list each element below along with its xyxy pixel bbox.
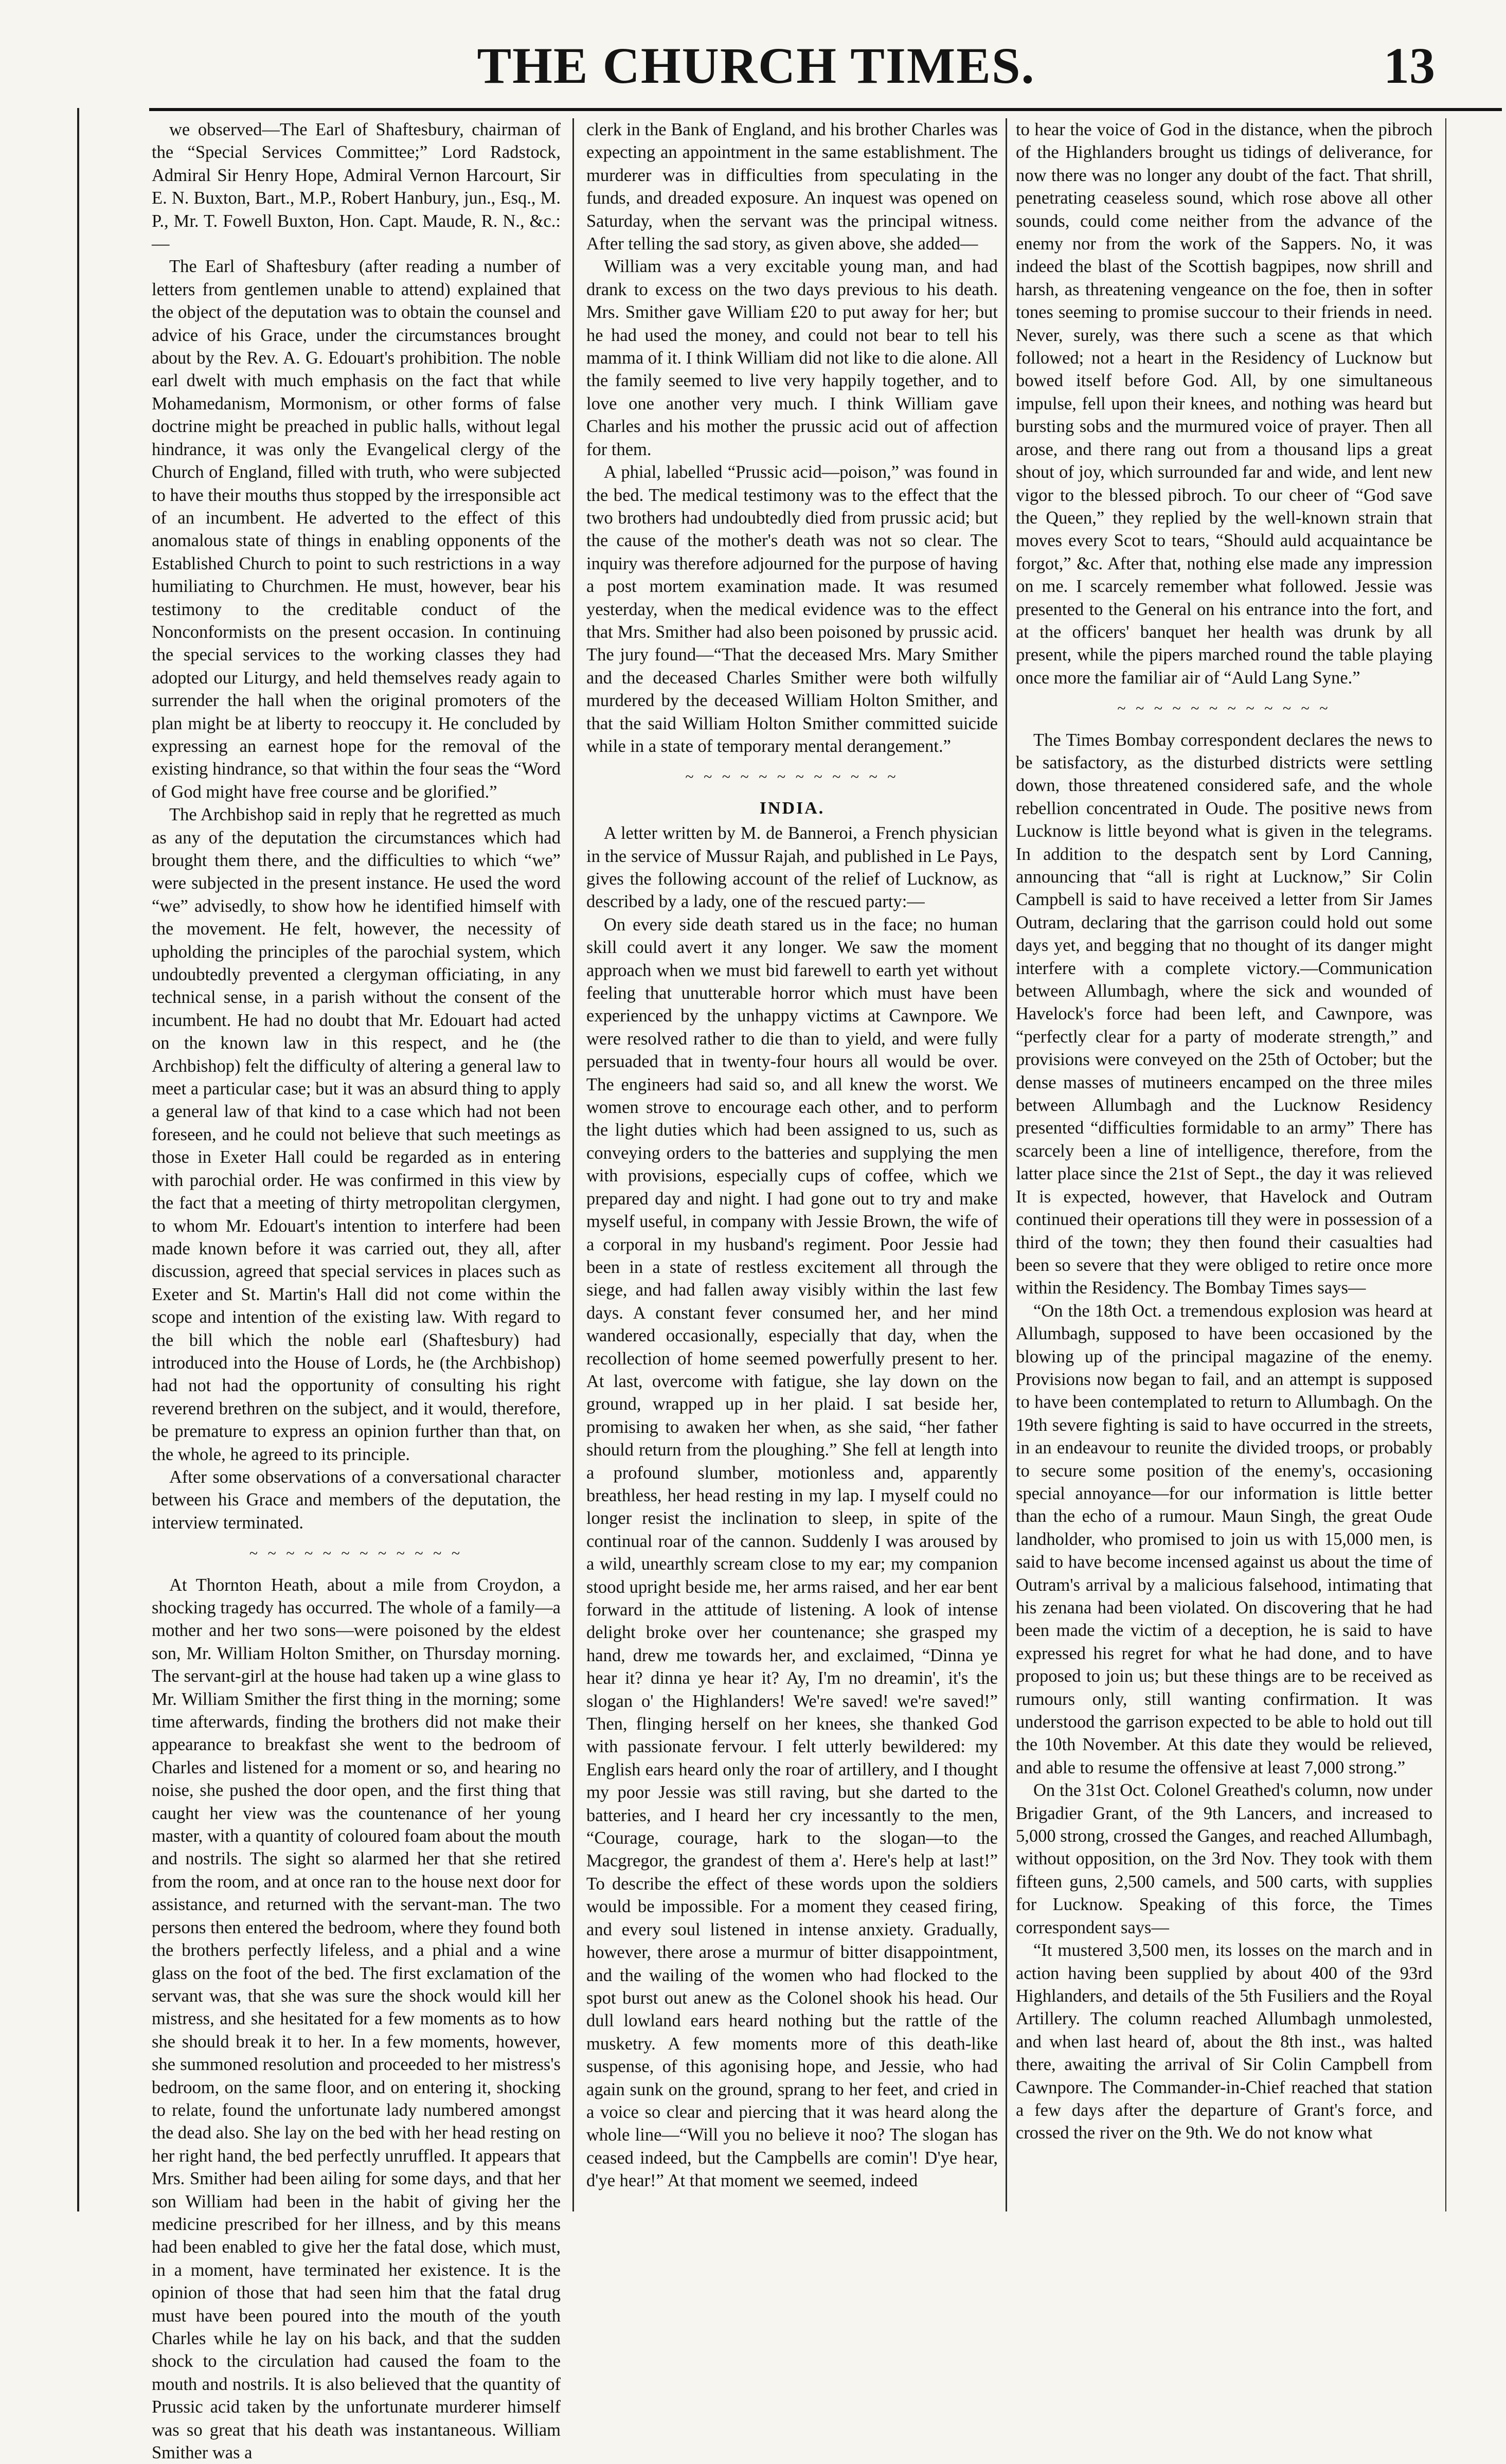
article-paragraph: A letter written by M. de Banneroi, a French physician in the service of Mussur Rajah, and published in Le Pays, gives the following account of the relief of Lucknow, as described by a lady, one of the rescued party:—: [586, 823, 998, 912]
column-2: [586, 118, 998, 2211]
masthead: [77, 31, 1435, 108]
masthead-rule: [149, 108, 1502, 111]
article-paragraph: “It mustered 3,500 men, its losses on the march and in action having been supplied by about 400 of the 93rd Highlanders, and details of the 5th Fusiliers and the Royal Artillery. The column reached Allumbagh unmolested, and when last heard of, about the 8th inst., was halted there, awaiting the arrival of Sir Colin Campbell from Cawnpore. The Commander-in-Chief reached that station a few days after the departure of Grant's force, and crossed the river on the 9th. We do not know what: [1016, 1940, 1432, 2143]
section-separator: ~ ~ ~ ~ ~ ~ ~ ~ ~ ~ ~ ~: [249, 1545, 463, 1562]
section-separator: ~ ~ ~ ~ ~ ~ ~ ~ ~ ~ ~ ~: [685, 768, 899, 786]
article-paragraph: The Times Bombay correspondent declares the news to be satisfactory, as the disturbed districts were settling down, those threatened considered safe, and the whole rebellion concentrated in Oude. The positive news from Lucknow is little beyond what is given in the telegrams. In addition to the despatch sent by Lord Canning, announcing that “all is right at Lucknow,” Sir Colin Campbell is said to have received a letter from Sir James Outram, declaring that the garrison could hold out some days yet, and begging that no thought of its danger might interfere with a complete victory.—Communication between Allumbagh, where the sick and wounded of Havelock's force had been left, and Cawnpore, was “perfectly clear for a party of moderate strength,” and provisions were conveyed on the 25th of October; but the dense masses of mutineers encamped on the three miles between Allumbagh and the Lucknow Residency presented “difficulties formidable to an army” There has scarcely been a line of intelligence, therefore, from the latter place since the 21st of Sept., the day it was relieved It is expected, however, that Havelock and Outram continued their operations till they were in possession of a third of the town; they then found their casualties had been so severe that they were obliged to retire once more within the Residency. The Bombay Times says—: [1016, 730, 1432, 1298]
article-paragraph: On every side death stared us in the face; no human skill could avert it any longer. We saw the moment approach when we must bid farewell to earth yet without feeling that unutterable horror which must have been experienced by the unhappy victims at Cawnpore. We were resolved rather to die than to yield, and were fully persuaded that in twenty-four hours all would be over. The engineers had said so, and all knew the worst. We women strove to encourage each other, and to perform the light duties which had been assigned to us, such as conveying orders to the batteries and supplying the men with provisions, especially cups of coffee, which we prepared day and night. I had gone out to try and make myself useful, in company with Jessie Brown, the wife of a corporal in my husband's regiment. Poor Jessie had been in a state of restless excitement all through the siege, and had fallen away visibly within the last few days. A constant fever consumed her, and her mind wandered occasionally, especially that day, when the recollection of home seemed powerfully present to her. At last, overcome with fatigue, she lay down on the ground, wrapped up in her plaid. I sat beside her, promising to awaken her when, as she said, “her father should return from the ploughing.” She fell at length into a profound slumber, motionless and, apparently breathless, her head resting in my lap. I myself could no longer resist the inclination to sleep, in spite of the continual roar of the cannon. Suddenly I was aroused by a wild, unearthly scream close to my ear; my companion stood upright beside me, her arms raised, and her ear bent forward in the attitude of listening. A look of intense delight broke over her countenance; she grasped my hand, drew me towards her, and exclaimed, “Dinna ye hear it? dinna ye hear it? Ay, I'm no dreamin', it's the slogan o' the Highlanders! We're saved! we're saved!” Then, flinging herself on her knees, she thanked God with passionate fervour. I felt utterly bewildered: my English ears heard only the roar of artillery, and I thought my poor Jessie was still raving, but she darted to the batteries, and I heard her cry incessantly to the men, “Courage, courage, hark to the slogan—to the Macgregor, the grandest of them a'. Here's help at last!” To describe the effect of these words upon the soldiers would be impossible. For a moment they ceased firing, and every soul listened in intense anxiety. Gradually, however, there arose a murmur of bitter disappointment, and the wailing of the women who had flocked to the spot burst out anew as the Colonel shook his head. Our dull lowland ears heard nothing but the rattle of the musketry. A few moments more of this death-like suspense, of this agonising hope, and Jessie, who had again sunk on the ground, sprang to her feet, and cried in a voice so clear and piercing that it was heard along the whole line—“Will you no believe it noo? The slogan has ceased indeed, but the Campbells are comin'! D'ye hear, d'ye hear!” At that moment we seemed, indeed: [586, 914, 998, 2191]
section-separator: ~ ~ ~ ~ ~ ~ ~ ~ ~ ~ ~ ~: [1117, 700, 1331, 717]
article-paragraph: clerk in the Bank of England, and his brother Charles was expecting an appointment in the same establishment. The murderer was in difficulties from speculating in the funds, and dreaded exposure. An inquest was opened on Saturday, when the servant was the principal witness. After telling the sad story, as given above, she added—: [586, 120, 998, 254]
page-number: 13: [1384, 37, 1435, 94]
left-margin-rule: [77, 108, 79, 2211]
article-paragraph: The Archbishop said in reply that he regretted as much as any of the deputation the circumstances which had brought them there, and the difficulties to which “we” were subjected in the present instance. He used the word “we” advisedly, to show how he identified himself with the movement. He felt, however, the necessity of upholding the principles of the parochial system, which undoubtedly prevented a clergyman officiating, in any technical sense, in a parish without the consent of the incumbent. He had no doubt that Mr. Edouart had acted on the known law in this respect, and he (the Archbishop) felt the difficulty of altering a general law to meet a particular case; but it was an absurd thing to apply a general law of that kind to a case which had not been foreseen, and he could not believe that such meetings as those in Exeter Hall could be regarded as in entering with parochial order. He was confirmed in this view by the fact that a meeting of thirty metropolitan clergymen, to whom Mr. Edouart's intention to interfere had been made known before it was carried out, they all, after discussion, agreed that special services in places such as Exeter and St. Martin's Hall did not come within the scope and intention of the existing law. With regard to the bill which the noble earl (Shaftesbury) had introduced into the House of Lords, he (the Archbishop) had not had the opportunity of consulting his right reverend brethren on the subject, and it would, therefore, be premature to express an opinion further than that, on the whole, he agreed to its principle.: [152, 805, 561, 1464]
article-paragraph: “On the 18th Oct. a tremendous explosion was heard at Allumbagh, supposed to have been occasioned by the blowing up of the principal magazine of the enemy. Provisions now began to fail, and an attempt is supposed to have been contemplated to return to Allumbagh. On the 19th severe fighting is said to have occurred in the streets, in an endeavour to reunite the divided troops, or probably to secure some position of the enemy's, occasioning special annoyance—for our information is little better than the echo of a rumour. Maun Singh, the great Oude landholder, who promised to join us with 15,000 men, is said to have become incensed against us about the time of Outram's arrival by a malicious falsehood, intimating that his zenana had been violated. On discovering that he had been made the victim of a deception, he is said to have expressed his regret for what he had done, and to have proposed to join us; but these things are to be received as rumours only, still wanting confirmation. It was understood the garrison expected to be able to hold out till the 10th November. At this date they would be relieved, and able to resume the offensive at least 7,000 strong.”: [1016, 1301, 1432, 1777]
article-paragraph: At Thornton Heath, about a mile from Croydon, a shocking tragedy has occurred. The whole of a family—a mother and her two sons—were poisoned by the eldest son, Mr. William Holton Smither, on Thursday morning. The servant-girl at the house had taken up a wine glass to Mr. William Smither the first thing in the morning; some time afterwards, finding the brothers did not make their appearance to breakfast she went to the bedroom of Charles and listened for a moment or so, and hearing no noise, she pushed the door open, and the first thing that caught her view was the countenance of her young master, with a quantity of coloured foam about the mouth and nostrils. The sight so alarmed her that she retired from the room, and at once ran to the house next door for assistance, and returned with the servant-man. The two persons then entered the bedroom, where they found both the brothers perfectly lifeless, and a phial and a wine glass on the foot of the bed. The first exclamation of the servant was, that she was sure the shock would kill her mistress, and she hesitated for a few moments as to how she should break it to her. In a few moments, however, she summoned resolution and proceeded to her mistress's bedroom, on the same floor, and on entering it, shocking to relate, found the unfortunate lady numbered amongst the dead also. She lay on the bed with her head resting on her right hand, the bed perfectly unruffled. It appears that Mrs. Smither had been ailing for some days, and that her son William had been in the habit of giving her the medicine prescribed for her illness, and by this means had been enabled to give her the fatal dose, which must, in a moment, have terminated her existence. It is the opinion of those that had seen him that the fatal drug must have been poured into the mouth of the youth Charles while he lay on his back, and that the sudden shock to the circulation had caused the foam to the mouth and nostrils. It is also believed that the quantity of Prussic acid taken by the unfortunate murderer himself was so great that his death was instantaneous. William Smither was a: [152, 1575, 561, 2463]
right-edge-rule: [1445, 118, 1446, 2211]
article-paragraph: After some observations of a conversational character between his Grace and members of the deputation, the interview terminated.: [152, 1467, 561, 1533]
column-3: [1016, 118, 1432, 2211]
newspaper-title: THE CHURCH TIMES.: [477, 37, 1035, 94]
column-1: [152, 118, 561, 2463]
section-heading: INDIA.: [759, 798, 825, 818]
article-paragraph: to hear the voice of God in the distance, when the pibroch of the Highlanders brought us tidings of deliverance, for now there was no longer any doubt of the fact. That shrill, penetrating ceaseless sound, which rose above all other sounds, could come neither from the advance of the enemy nor from the work of the Sappers. No, it was indeed the blast of the Scottish bagpipes, now shrill and harsh, as threatening vengeance on the foe, then in softer tones seeming to promise succour to their friends in need. Never, surely, was there such a scene as that which followed; not a heart in the Residency of Lucknow but bowed itself before God. All, by one simultaneous impulse, fell upon their knees, and nothing was heard but bursting sobs and the murmured voice of prayer. Then all arose, and there rang out from a thousand lips a great shout of joy, which surrounded far and wide, and lent new vigor to the blessed pibroch. To our cheer of “God save the Queen,” they replied by the well-known strain that moves every Scot to tears, “Should auld acquaintance be forgot,” &c. After that, nothing else made any impression on me. I scarcely remember what followed. Jessie was presented to the General on his entrance into the fort, and at the officers' banquet her health was drunk by all present, while the pipers marched round the table playing once more the familiar air of “Auld Lang Syne.”: [1016, 120, 1432, 688]
article-paragraph: On the 31st Oct. Colonel Greathed's column, now under Brigadier Grant, of the 9th Lancers, and increased to 5,000 strong, crossed the Ganges, and reached Allumbagh, without opposition, on the 3rd Nov. They took with them fifteen guns, 2,500 camels, and 500 carts, with supplies for Lucknow. Speaking of this force, the Times correspondent says—: [1016, 1780, 1432, 1937]
column-divider: [1006, 118, 1007, 2211]
article-paragraph: A phial, labelled “Prussic acid—poison,” was found in the bed. The medical testimony was to the effect that the two brothers had undoubtedly died from prussic acid; but the cause of the mother's death was not so clear. The inquiry was therefore adjourned for the purpose of having a post mortem examination made. It was resumed yesterday, when the medical evidence was to the effect that Mrs. Smither had also been poisoned by prussic acid. The jury found—“That the deceased Mrs. Mary Smither and the deceased Charles Smither were both wilfully murdered by the deceased William Holton Smither, and that the said William Holton Smither committed suicide while in a state of temporary mental derangement.”: [586, 462, 998, 756]
article-paragraph: we observed—The Earl of Shaftesbury, chairman of the “Special Services Committee;” Lord Radstock, Admiral Sir Henry Hope, Admiral Vernon Harcourt, Sir E. N. Buxton, Bart., M.P., Robert Hanbury, jun., Esq., M. P., Mr. T. Fowell Buxton, Hon. Capt. Maude, R. N., &c.:—: [152, 120, 561, 254]
article-paragraph: The Earl of Shaftesbury (after reading a number of letters from gentlemen unable to attend) explained that the object of the deputation was to obtain the counsel and advice of his Grace, under the circumstances brought about by the Rev. A. G. Edouart's prohibition. The noble earl dwelt with much emphasis on the fact that while Mohamedanism, Mormonism, or other forms of false doctrine might be preached in public halls, without legal hindrance, it was only the Evangelical clergy of the Church of England, filled with truth, who were subjected to have their mouths thus stopped by the irresponsible act of an incumbent. He adverted to the effect of this anomalous state of things in enabling opponents of the Established Church to point to such restrictions in a way humiliating to Churchmen. He must, however, bear his testimony to the creditable conduct of the Nonconformists on the present occasion. In continuing the special services to the working classes they had adopted our Liturgy, and held themselves ready again to surrender the hall when the original promoters of the plan might be at liberty to reoccupy it. He concluded by expressing an earnest hope for the removal of the existing hindrance, so that within the four seas the “Word of God might have free course and be glorified.”: [152, 257, 561, 802]
column-divider: [572, 118, 574, 2211]
article-paragraph: William was a very excitable young man, and had drank to excess on the two days previous to his death. Mrs. Smither gave William £20 to put away for her; but he had used the money, and could not bear to tell his mamma of it. I think William did not like to die alone. All the family seemed to live very happily together, and to love one another very much. I think William gave Charles and his mother the prussic acid out of affection for them.: [586, 257, 998, 459]
